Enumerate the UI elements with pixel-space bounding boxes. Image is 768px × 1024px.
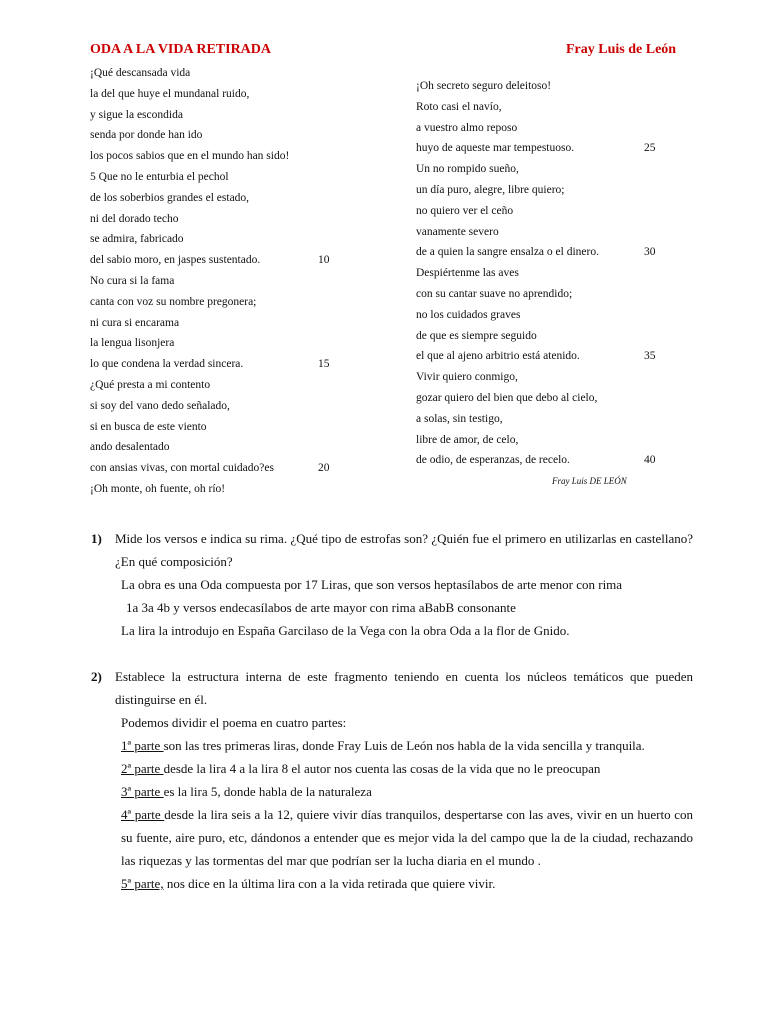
answer-line: La lira la introdujo en España Garcilaso de la Vega con la obra Oda a la flor de Gnido. [121, 623, 570, 638]
poem-verse [90, 209, 289, 230]
poem-verse [90, 333, 289, 354]
verse-text: de odio, de esperanzas, de recelo. [416, 454, 570, 467]
verse-number: 10 [318, 254, 330, 267]
answer-line: La obra es una Oda compuesta por 17 Liras, que son versos heptasílabos de arte menor con rima [121, 577, 623, 592]
part-item [121, 734, 693, 757]
verse-text: ando desalentado [90, 441, 170, 454]
part-label: 3ª parte [121, 784, 164, 799]
verse-text: huyo de aqueste mar tempestuoso. [416, 142, 575, 155]
verse-text: con ansias vivas, con mortal cuidado?es [90, 462, 274, 475]
poem-verse [416, 305, 599, 326]
poem-verse [416, 76, 599, 97]
part-item [121, 872, 693, 895]
verse-text: ¿Qué presta a mi contento [90, 378, 211, 391]
poem-verse [416, 242, 656, 263]
verse-text: ni del dorado techo [90, 212, 179, 225]
poem-verse [90, 146, 289, 167]
poem-verse [90, 313, 289, 334]
verse-text: libre de amor, de celo, [416, 433, 519, 446]
verse-text: Despiértenme las aves [416, 267, 519, 280]
verse-text: ¡Oh monte, oh fuente, oh río! [90, 482, 226, 495]
poem-verse [90, 458, 330, 479]
verse-text: la lengua lisonjera [90, 337, 175, 350]
verse-text: ¡Qué descansada vida [90, 67, 191, 79]
question-1 [91, 527, 693, 642]
part-item [121, 757, 693, 780]
poem-verse [90, 167, 289, 188]
poem-verse [90, 396, 289, 417]
poem-verse [416, 346, 656, 367]
poem-verse [416, 180, 599, 201]
part-label: 5ª parte, [121, 876, 164, 891]
verse-text: no quiero ver el ceño [416, 204, 514, 217]
verse-number: 40 [644, 454, 656, 467]
question-2 [91, 665, 693, 895]
verse-text: un día puro, alegre, libre quiero; [416, 183, 565, 196]
verse-text: con su cantar suave no aprendido; [416, 287, 573, 300]
verse-text: los pocos sabios que en el mundo han sido! [90, 150, 290, 163]
poem-verse [416, 430, 599, 451]
verse-text: de los soberbios grandes el estado, [90, 191, 250, 204]
poem-verse [416, 367, 599, 388]
poem-verse [416, 138, 656, 159]
poem-verse [416, 159, 599, 180]
poem-signature: Fray Luis DE LEÓN [552, 476, 627, 486]
poem-verse [416, 450, 656, 471]
poem-verse [416, 222, 599, 243]
poem-verse [90, 105, 289, 126]
verse-text: a solas, sin testigo, [416, 412, 503, 425]
poem-verse [416, 326, 599, 347]
verse-text: la del que huye el mundanal ruido, [90, 87, 250, 100]
question-number: 1) [91, 531, 102, 546]
verse-text: de que es siempre seguido [416, 329, 537, 342]
answer-intro: Podemos dividir el poema en cuatro partes: [121, 715, 347, 730]
verse-number: 15 [318, 358, 330, 371]
answer-line: 1a 3a 4b y versos endecasílabos de arte mayor con rima aBabB consonante [126, 600, 516, 615]
verse-text: lo que condena la verdad sincera. [90, 358, 244, 371]
poem-verse [90, 250, 330, 271]
poem-verse [416, 263, 599, 284]
poem-verse [90, 292, 289, 313]
poem-verse [90, 354, 330, 375]
part-item [121, 803, 693, 872]
verse-text: de a quien la sangre ensalza o el dinero. [416, 246, 599, 259]
poem-verse [90, 84, 289, 105]
verse-text: ¡Oh secreto seguro deleitoso! [416, 80, 552, 92]
poem-verse [90, 437, 289, 458]
question-text: Mide los versos e indica su rima. ¿Qué tipo de estrofas son? ¿Quién fue el primero en utilizarlas en castellano? ¿En qué composición? [115, 531, 693, 569]
poem-verse [90, 63, 289, 84]
verse-text: No cura si la fama [90, 274, 175, 287]
part-text: son las tres primeras liras, donde Fray Luis de León nos habla de la vida sencilla y tranquila. [163, 738, 645, 753]
verse-text: 5 Que no le enturbia el pechol [90, 170, 229, 183]
verse-text: senda por donde han ido [90, 129, 203, 142]
poem-verse [416, 118, 599, 139]
verse-text: Un no rompido sueño, [416, 163, 519, 176]
verse-text: no los cuidados graves [416, 308, 521, 321]
verse-text: el que al ajeno arbitrio está atenido. [416, 350, 580, 363]
poem-verse [90, 188, 289, 209]
question-number: 2) [91, 669, 102, 684]
verse-number: 30 [644, 246, 656, 259]
poem-column-left [90, 63, 330, 500]
poem-verse [416, 388, 599, 409]
part-text: nos dice en la última lira con a la vida retirada que quiere vivir. [163, 876, 496, 891]
part-text: es la lira 5, donde habla de la naturaleza [163, 784, 372, 799]
verse-text: vanamente severo [416, 225, 499, 238]
verse-text: si en busca de este viento [90, 420, 207, 433]
poem-verse [90, 479, 289, 500]
poem-verse [416, 97, 599, 118]
poem-verse [416, 409, 599, 430]
part-item [121, 780, 693, 803]
verse-text: se admira, fabricado [90, 233, 184, 246]
part-label: 2ª parte [121, 761, 164, 776]
verse-number: 25 [644, 142, 656, 155]
poem-verse [416, 284, 599, 305]
verse-text: canta con voz su nombre pregonera; [90, 295, 257, 308]
verse-text: y sigue la escondida [90, 108, 183, 121]
poem-verse [416, 201, 599, 222]
verse-text: ni cura si encarama [90, 316, 180, 329]
verse-text: gozar quiero del bien que debo al cielo, [416, 391, 598, 404]
part-label: 1ª parte [121, 738, 164, 753]
poem-verse [90, 229, 289, 250]
verse-text: del sabio moro, en jaspes sustentado. [90, 254, 261, 267]
parts-list [121, 734, 693, 895]
part-text: desde la lira 4 a la lira 8 el autor nos cuenta las cosas de la vida que no le preocupan [163, 761, 601, 776]
poem-verse [90, 417, 289, 438]
question-text: Establece la estructura interna de este fragmento teniendo en cuenta los núcleos temáticos que pueden distinguirse en él. [115, 669, 693, 707]
poem-verse [90, 125, 289, 146]
poem-column-right [416, 76, 656, 471]
author-name: Fray Luis de León [566, 42, 677, 57]
page-title: ODA A LA VIDA RETIRADA [90, 42, 272, 57]
poem-verse [90, 271, 289, 292]
poem-verse [90, 375, 289, 396]
verse-text: si soy del vano dedo señalado, [90, 399, 230, 412]
verse-number: 35 [644, 350, 656, 363]
verse-text: Roto casi el navío, [416, 100, 502, 113]
verse-number: 20 [318, 462, 330, 475]
part-text: desde la lira seis a la 12, quiere vivir días tranquilos, despertarse con las aves, vivir en un huerto con su fuente, aire puro, etc, dándonos a entender que es mejor vida la del campo que la de la ciudad, rechazando las riquezas y las tormentas del mar que podrían ser la lucha diaria en el mundo . [121, 807, 693, 868]
part-label: 4ª parte [121, 807, 165, 822]
verse-text: Vivir quiero conmigo, [416, 371, 518, 384]
verse-text: a vuestro almo reposo [416, 121, 518, 134]
